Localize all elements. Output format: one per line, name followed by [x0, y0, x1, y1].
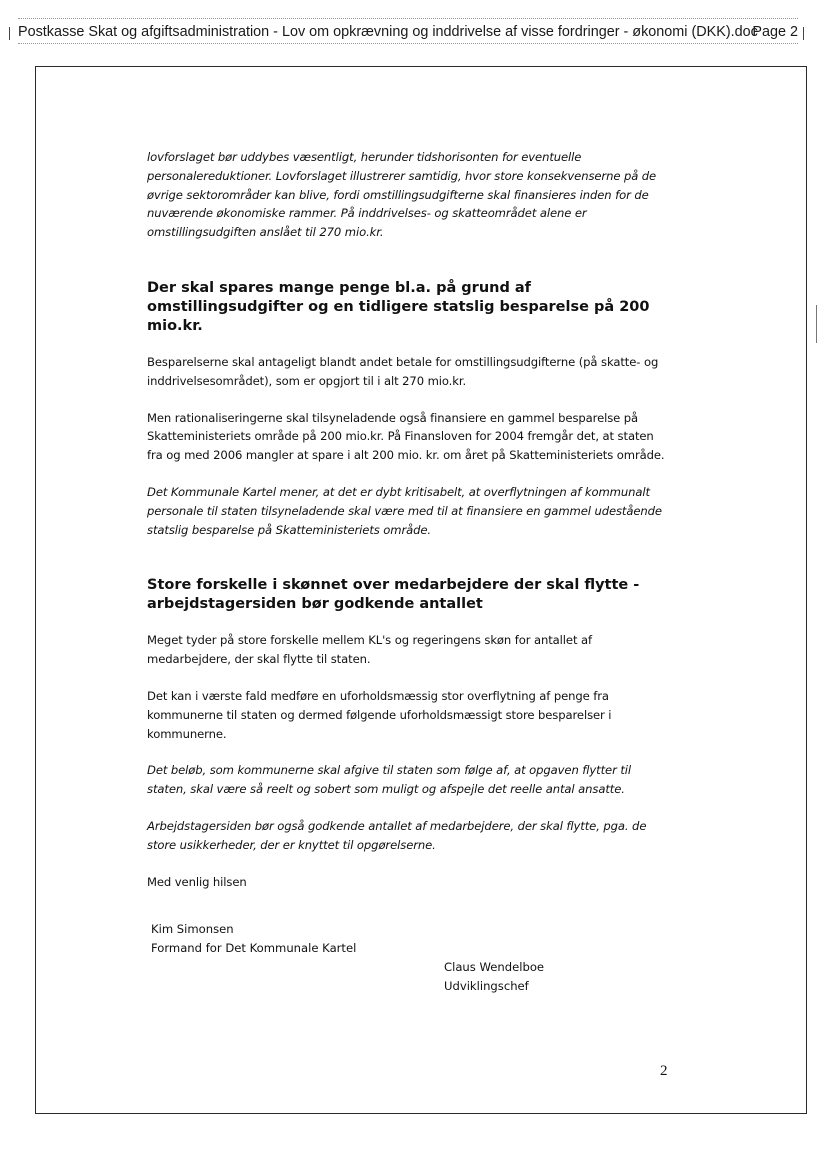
- signatory-title-1: Formand for Det Kommunale Kartel: [151, 941, 357, 955]
- signatory-title-2: Udviklingschef: [444, 979, 529, 993]
- paragraph-staff-1: Meget tyder på store forskelle mellem KL's og regeringens skøn for antallet af medarbejdere, der skal flytte til staten.: [147, 633, 592, 667]
- signatory-name-1: Kim Simonsen: [151, 922, 234, 936]
- header-right-tick: [803, 27, 804, 40]
- paragraph-savings-1: Besparelserne skal antageligt blandt andet betale for omstillingsudgifterne (på skatte- og inddrivelsesområdet), som er opgjort til i alt 270 mio.kr.: [147, 354, 659, 388]
- margin-mark: [816, 305, 817, 343]
- header-dotted-rule-top: [18, 18, 798, 19]
- header-dotted-rule-bottom: [18, 43, 798, 44]
- signatory-name-2: Claus Wendelboe: [444, 960, 545, 974]
- intro-paragraph: lovforslaget bør uddybes væsentligt, herunder tidshorisonten for eventuelle personalereduktioner. Lovforslaget illustrerer samtidig, hvor store konsekvenserne på de øvrige sektorområder kan blive, fordi omstillingsudgifterne skal finansieres inden for de nuværende økonomiske rammer. På inddrivelses- og skatteområdet alene er omstillingsudgiften anslået til 270 mio.kr.: [147, 150, 657, 240]
- header-page-label: Page 2: [752, 24, 798, 40]
- closing-salutation: Med venlig hilsen: [147, 874, 247, 889]
- paragraph-staff-2: Det kan i værste fald medføre en uforholdsmæssig stor overflytning af penge fra kommunerne til staten og dermed følgende uforholdsmæssigt store besparelser i kommunerne.: [147, 688, 612, 741]
- page-number: 2: [660, 1063, 668, 1079]
- signature-block-chair: [151, 920, 356, 958]
- paragraph-staff-3: Det beløb, som kommunerne skal afgive til staten som følge af, at opgaven flytter til staten, skal være så reelt og sobert som muligt og afspejle det reelle antal ansatte.: [147, 763, 632, 797]
- header-title: Postkasse Skat og afgiftsadministration - Lov om opkrævning og inddrivelse af visse fordringer - økonomi (DKK).doc: [18, 24, 758, 40]
- header-left-tick: [9, 27, 10, 40]
- section-heading-staff-estimate: Store forskelle i skønnet over medarbejdere der skal flytte - arbejdstagersiden bør godkende antallet: [147, 577, 640, 613]
- fax-header: [0, 0, 824, 46]
- paragraph-staff-4: Arbejdstagersiden bør også godkende antallet af medarbejdere, der skal flytte, pga. de store usikkerheder, der er knyttet til opgørelserne.: [147, 818, 647, 852]
- paragraph-kartel-position: Det Kommunale Kartel mener, at det er dybt kritisabelt, at overflytningen af kommunalt personale til staten tilsyneladende skal være med til at finansiere en gammel udestående statslig besparelse på Skatteministeriets område.: [147, 484, 662, 537]
- section-heading-savings: Der skal spares mange penge bl.a. på grund af omstillingsudgifter og en tidligere statslig besparelse på 200 mio.kr.: [147, 279, 650, 334]
- signature-block-chief: [444, 958, 544, 996]
- paragraph-savings-2: Men rationaliseringerne skal tilsyneladende også finansiere en gammel besparelse på Skatteministeriets område på 200 mio.kr. På Finansloven for 2004 fremgår det, at staten fra og med 2006 mangler at spare i alt 200 mio. kr. om året på Skatteministeriets område.: [147, 410, 665, 463]
- document-body: [147, 148, 672, 891]
